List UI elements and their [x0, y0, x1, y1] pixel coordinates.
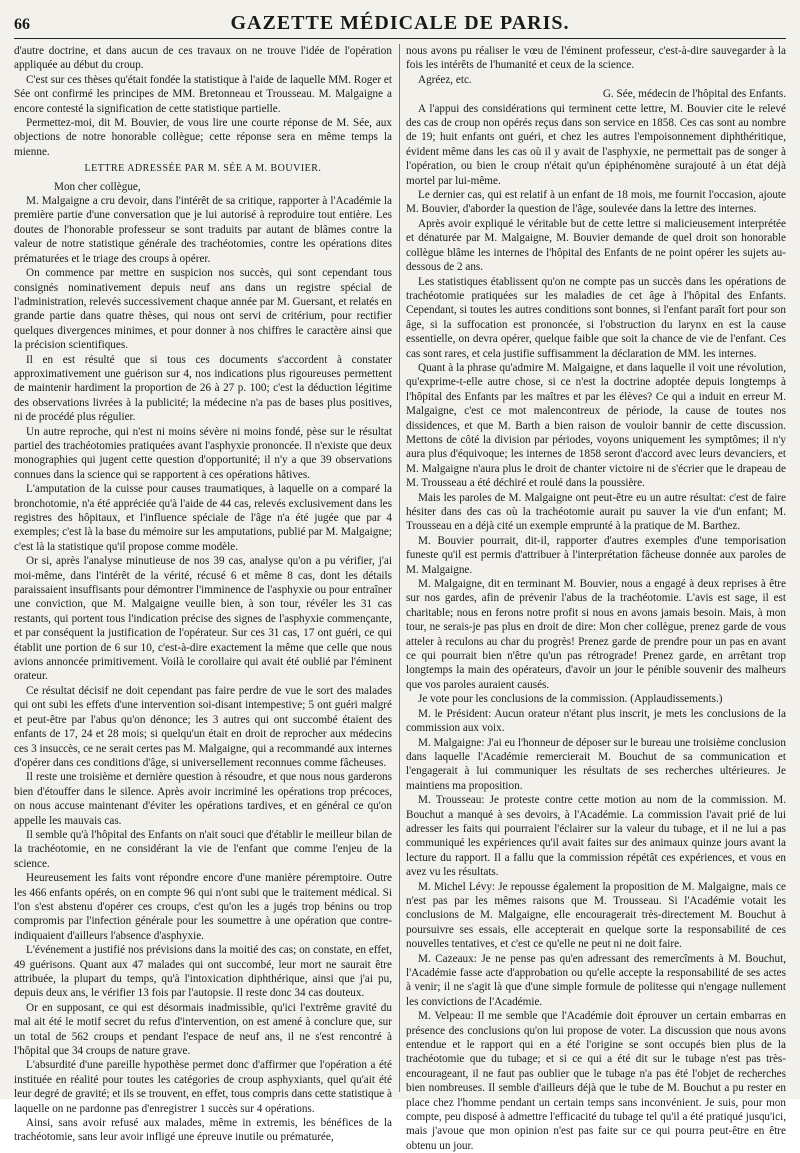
page-header	[14, 8, 786, 34]
paragraph: Il reste une troisième et dernière question à résoudre, et que nous nous garderons bien d'étouffer dans le silence. Après avoir incriminé les opérations trop précoces, on nous accuse maintenant d'éviter les opérations tardives, et en général ce qu'on appelle les mauvais cas.	[14, 771, 392, 827]
paragraph: M. Bouvier pourrait, dit-il, rapporter d'autres exemples d'une temporisation funeste qu'il est permis d'attribuer à l'interprétation fâcheuse donnée aux paroles de M. Malgaigne.	[406, 534, 786, 576]
journal-title: GAZETTE MÉDICALE DE PARIS.	[230, 12, 570, 34]
paragraph: L'événement a justifié nos prévisions dans la moitié des cas; on constate, en effet, 49 guérisons. Quant aux 47 malades qui ont succombé, leur mort ne saurait être attribuée, la plupart du temps, qu'à l'intoxication diphthérique, ainsi que j'ai pu, depuis deux ans, le vérifier 13 fois par l'autopsie. Il reste donc 34 cas douteux.	[14, 944, 392, 1000]
header-rule	[14, 38, 786, 39]
left-column	[14, 44, 392, 1144]
paragraph: Je vote pour les conclusions de la commission. (Applaudissements.)	[418, 693, 723, 706]
paragraph: M. Cazeaux: Je ne pense pas qu'en adressant des remercîments à M. Bouchut, l'Académie fasse acte d'approbation ou qu'elle accepte la responsabilité de ses actes à venir; il ne s'agit là que d'une simple formule de politesse qui n'engage nullement les convictions de l'Académie.	[406, 952, 786, 1008]
paragraph: M. Malgaigne, dit en terminant M. Bouvier, nous a engagé à deux reprises à être sur nos gardes, afin de prévenir l'abus de la trachéotomie. L'avis est sage, il est charitable; nous en ferons notre profit si nous en avons jamais besoin. Mais, à mon tour, ne serais-je pas plus en droit de dire: Mon cher collègue, prenez garde de vous atteler à reculons au char du progrès! Prenez garde de prendre pour un pas en avant ce qui pourrait bien n'être qu'un pas rétrograde! Prenez garde, en arrêtant trop longtemps la main des opérateurs, d'avoir un jour le pénible souvenir des malheurs que vos paroles auraient causés.	[406, 578, 786, 691]
paragraph: M. Malgaigne a cru devoir, dans l'intérêt de sa critique, rapporter à l'Académie la première partie d'une conversation que je lui autorisé à reproduire tout entière. Les doutes de l'honorable professeur se sont traduits par autant de blâmes contre la valeur de notre statistique générale des trachéotomies, contre les opérations dites prématurées et le triage des croups à opérer.	[14, 195, 392, 265]
right-column	[406, 44, 786, 1152]
paragraph: Quant à la phrase qu'admire M. Malgaigne, et dans laquelle il voit une révolution, qu'exprime-t-elle autre chose, si ce n'est la doctrine adoptée depuis longtemps à l'hôpital des Enfants par les maîtres et par les élèves? Ce qui a induit en erreur M. Malgaigne, c'est ce mot malencontreux de période, la cause de toutes nos dissidences, et que M. Barth a bien raison de vouloir bannir de cette discussion. Mettons de côté la division par périodes, voyons uniquement les symptômes; il n'y aura plus d'équivoque; les internes de 1858 seront d'accord avec leurs devanciers, et M. Malgaigne n'aura plus le droit de chanter victoire ni de s'écrier que le drapeau de M. Trousseau a été déchiré et roulé dans la poussière.	[406, 361, 786, 490]
paragraph: M. Trousseau: Je proteste contre cette motion au nom de la commission. M. Bouchut a manqué à ses devoirs, à l'Académie. La commission l'avait prié de lui adresser les faits qui pourraient l'éclairer sur la valeur du tubage, et il ne lui a pas communiqué les expériences qu'il avait faites sur des animaux quinze jours avant la lecture du rapport. Il a fallu que la commission répétât ces expériences, et vous en avez vu les résultats.	[406, 794, 786, 879]
paragraph: M. Michel Lévy: Je repousse également la proposition de M. Malgaigne, mais ce n'est pas par les mêmes raisons que M. Trousseau. Si l'Académie votait les conclusions de M. Malgaigne, elle encouragerait très-directement M. Bouchut à poursuivre ses essais, elle accepterait en quelque sorte la responsabilité de ces nouvelles tentatives, et c'est ce qu'elle ne peut ni ne doit faire.	[406, 880, 786, 951]
paragraph: Il en est résulté que si tous ces documents s'accordent à constater approximativement une guérison sur 4, nos indications plus rigoureuses permettent de maintenir hardiment la proportion de 26 à 27 p. 100; c'est la déduction légitime des observations livrées à la publicité; la médecine n'a pas de bases plus positives, ni de procédé plus régulier.	[14, 353, 392, 424]
paragraph: C'est sur ces thèses qu'était fondée la statistique à l'aide de laquelle MM. Roger et Sée ont confirmé les principes de MM. Bretonneau et Trousseau. M. Malgaigne a encore contesté la signification de cette statistique partielle.	[14, 73, 392, 115]
letter-closing: Agréez, etc.	[418, 73, 472, 86]
paragraph: Ce résultat décisif ne doit cependant pas faire perdre de vue le sort des malades qui ont subi les effets d'une intervention soi-disant intempestive; 5 ont guéri malgré et peut-être par l'abus qu'on dénonce; les 3 autres qui ont succombé étaient des enfants de 17, 24 et 28 mois; si quelqu'un était en droit de reprocher aux médecins ces 3 insuccès, ce ne serait certes pas M. Malgaigne, qui a recommandé aux internes d'opérer dans ces conditions d'âge, si universellement reconnues comme fâcheuses.	[14, 684, 392, 769]
letter-heading: LETTRE ADRESSÉE PAR M. SÉE A M. BOUVIER.	[84, 163, 322, 175]
paragraph: Mais les paroles de M. Malgaigne ont peut-être eu un autre résultat: c'est de faire hésiter dans des cas où la trachéotomie aurait pu sauver la vie d'un enfant; M. Trousseau en a déjà cité un exemple emprunté à la pratique de M. Barthez.	[406, 491, 786, 533]
paragraph: Or en supposant, ce qui est désormais inadmissible, qu'ici l'extrême gravité du mal ait été le motif secret du refus d'intervention, on est amené à conclure que, sur un total de 562 croups et pendant l'espace de neuf ans, il ne s'est rencontré à l'hôpital que 34 croups de nature grave.	[14, 1001, 392, 1058]
paragraph: Il semble qu'à l'hôpital des Enfants on n'ait souci que d'établir le meilleur bilan de la trachéotomie, en ne considérant la vie de l'enfant que comme l'enjeu de la science.	[14, 828, 392, 870]
letter-salutation: Mon cher collègue,	[54, 180, 141, 193]
page-number: 66	[14, 16, 30, 33]
column-divider	[399, 44, 400, 1092]
paragraph: Or si, après l'analyse minutieuse de nos 39 cas, analyse qu'on a pu vérifier, j'ai moi-même, dans l'intérêt de la vérité, récusé 6 et même 8 cas, dont les détails paraissaient insuffisants pour démontrer l'imminence de l'asphyxie ou pour entraîner une conviction, que M. Malgaigne veuille bien, à son tour, révéler les 31 cas restants, qui portent tous l'indication précise des signes de l'asphyxie commençante, et par conséquent la justification de l'opérateur. Sur ces 31 cas, 17 ont guéri, ce qui établit une portion de 6 sur 10, c'est-à-dire exactement la même que celle que nous avions annoncée primitivement. Voilà le corollaire qui avait été oublié par l'éminent orateur.	[14, 555, 392, 683]
paragraph: nous avons pu réaliser le vœu de l'éminent professeur, c'est-à-dire sauvegarder à la fois les intérêts de l'humanité et ceux de la science.	[406, 45, 786, 72]
paragraph: Après avoir expliqué le véritable but de cette lettre si malicieusement interprétée et dénaturée par M. Malgaigne, M. Bouvier demande de quel droit son honorable collègue blâme les internes de l'hôpital des Enfants de ne point opérer les sujets au-dessous de 2 ans.	[406, 217, 786, 274]
paragraph: M. Velpeau: Il me semble que l'Académie doit éprouver un certain embarras en présence des conclusions qu'on lui propose de voter. La discussion que nous avons entendue et le rapport qui en a été l'origine se sont occupés bien plus de la trachéotomie que du tubage; et si ce qui a été dit sur le tubage n'est pas très-encourageant, il ne faut pas oublier que le tubage n'a pas été l'objet de recherches bien nombreuses. Il semble d'ailleurs déjà que le tube de M. Bouchut a pu rester en place chez l'homme pendant un certain temps sans inconvénient. Je suis, pour mon compte, peu disposé à admettre l'efficacité du tubage tel qu'il a été pratiqué jusqu'ici, mais j'avoue que mon opinion n'est pas faite sur ce qui pourra peut-être en être obtenu un jour.	[406, 1010, 786, 1152]
paragraph: M. Malgaigne: J'ai eu l'honneur de déposer sur le bureau une troisième conclusion dans laquelle l'Académie remercierait M. Bouchut de sa communication et l'engagerait à lui communiquer les résultats de ses recherches ultérieures. Je maintiens ma proposition.	[406, 736, 786, 792]
paragraph: Un autre reproche, qui n'est ni moins sévère ni moins fondé, pèse sur le résultat partiel des trachéotomies pratiquées avant l'asphyxie prononcée. Il n'existe que deux monographies qui jugent cette question d'opportunité; il n'y a que 39 observations connues dans la science qui se rapportent à ces opérations hâtives.	[14, 425, 392, 481]
paragraph: Permettez-moi, dit M. Bouvier, de vous lire une courte réponse de M. Sée, aux objections de notre honorable collègue; cette réponse sera en même temps la mienne.	[14, 117, 392, 158]
paragraph: A l'appui des considérations qui terminent cette lettre, M. Bouvier cite le relevé des cas de croup non opérés reçus dans son service en 1858. Ces cas sont au nombre de 19; huit enfants ont guéri, et chez les autres l'empoisonnement diphthéritique, évident même dans les cas où il y avait de l'asphyxie, ne permettait pas de songer à l'opération, ou bien le croup n'était qu'un épiphénomène surajouté à un état déjà mortel par lui-même.	[406, 102, 786, 187]
letter-signature: G. Sée, médecin de l'hôpital des Enfants.	[602, 88, 786, 101]
paragraph: d'autre doctrine, et dans aucun de ces travaux on ne trouve l'idée de l'opération appliquée au début du croup.	[14, 45, 392, 72]
paragraph: M. le Président: Aucun orateur n'étant plus inscrit, je mets les conclusions de la commission aux voix.	[406, 707, 786, 735]
paragraph: Ainsi, sans avoir refusé aux malades, même in extremis, les bénéfices de la trachéotomie, sans leur avoir infligé une épreuve inutile ou prématurée,	[14, 1117, 392, 1144]
paragraph: L'absurdité d'une pareille hypothèse permet donc d'affirmer que l'opération a été instituée en réalité pour toutes les catégories de croup asphyxiants, quel qu'ait été leur degré de gravité; et ils se trouvent, en effet, tous compris dans cette statistique à laquelle on ne pardonne pas d'enregistrer 1 succès sur 4 opérations.	[14, 1059, 392, 1115]
paragraph: Le dernier cas, qui est relatif à un enfant de 18 mois, me fournit l'occasion, ajoute M. Bouvier, d'aborder la question de l'âge, soulevée dans la lettre des internes.	[406, 189, 786, 216]
paragraph: Les statistiques établissent qu'on ne compte pas un succès dans les opérations de trachéotomie pratiquées sur les maladies de cet âge à l'hôpital des Enfants. Cependant, si toutes les autres conditions sont bonnes, si l'enfant paraît fort pour son âge, si la suffocation est prononcée, si l'obstruction du larynx en est la cause essentielle, on devra opérer, quelque faible que soit la chance de vie de l'enfant. Ces cas sont rares, et cela justifie suffisamment la déclaration de MM. les internes.	[406, 275, 786, 360]
paragraph: On commence par mettre en suspicion nos succès, qui sont cependant tous consignés nominativement depuis neuf ans dans un registre spécial de l'administration, relevés successivement chaque année par M. Guersant, et relatés en grande partie dans quatre thèses, qui nous ont servi de critérium, pour rectifier quelques divergences minimes, et pour donner à nos chiffres le caractère ainsi que la précision scientifiques.	[14, 267, 392, 352]
paragraph: L'amputation de la cuisse pour causes traumatiques, à laquelle on a comparé la bronchotomie, n'a été appréciée qu'à l'aide de 44 cas, relevés exclusivement dans les registres des hôpitaux, et l'influence spéciale de l'âge n'a été jugée que par 4 exemples; c'est là la base du mémoire sur les amputations, publié par M. Malgaigne; c'est là la statistique qu'il propose comme modèle.	[14, 483, 392, 553]
paragraph: Heureusement les faits vont répondre encore d'une manière péremptoire. Outre les 466 enfants opérés, on en compte 96 qui n'ont subi que le traitement médical. Si l'on s'est abstenu d'opérer ces croups, c'est qu'on les a jugés trop bénins ou trop compromis par l'infection générale pour les soumettre à une opération que contre-indiquaient d'ailleurs l'absence d'asphyxie.	[14, 872, 392, 942]
